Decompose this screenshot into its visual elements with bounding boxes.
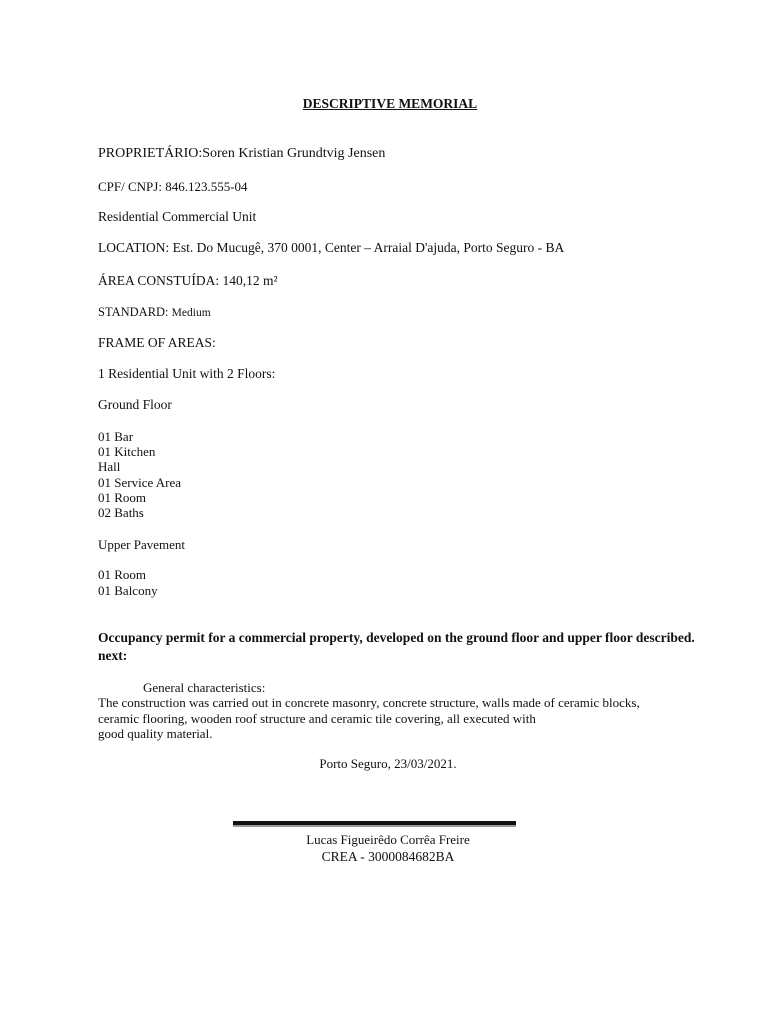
- frame-of-areas-heading: FRAME OF AREAS:: [98, 335, 216, 350]
- occupancy-line: Occupancy permit for a commercial property, developed on the ground floor and upper floor described.: [98, 630, 695, 645]
- occupancy-paragraph: [98, 629, 728, 665]
- unit-type-line: Residential Commercial Unit: [98, 209, 257, 224]
- ground-floor-heading: Ground Floor: [98, 397, 172, 412]
- residential-unit-line: 1 Residential Unit with 2 Floors:: [98, 366, 276, 381]
- ground-floor-item: 01 Service Area: [98, 475, 182, 490]
- owner-line: PROPRIETÁRIO:Soren Kristian Grundtvig Jensen: [98, 146, 386, 161]
- upper-floor-heading: Upper Pavement: [98, 537, 186, 552]
- upper-floor-item: 01 Room: [98, 567, 147, 582]
- standard-value: Medium: [171, 307, 211, 319]
- ground-floor-item: 01 Bar: [98, 429, 134, 444]
- ground-floor-item: 01 Kitchen: [98, 444, 156, 459]
- location-line: LOCATION: Est. Do Mucugê, 370 0001, Center – Arraial D'ajuda, Porto Seguro - BA: [98, 240, 565, 255]
- standard-label: STANDARD:: [98, 305, 169, 319]
- area-line: ÁREA CONSTUÍDA: 140,12 m²: [98, 273, 278, 288]
- general-characteristics-line: ceramic flooring, wooden roof structure and ceramic tile covering, all executed with: [98, 711, 536, 726]
- ground-floor-item: Hall: [98, 459, 121, 474]
- general-characteristics-line: good quality material.: [98, 726, 213, 741]
- place-date: Porto Seguro, 23/03/2021.: [319, 756, 457, 771]
- signatory-crea: CREA - 3000084682BA: [321, 849, 455, 864]
- ground-floor-item: 01 Room: [98, 490, 147, 505]
- cpf-line: CPF/ CNPJ: 846.123.555-04: [98, 179, 248, 194]
- upper-floor-item: 01 Balcony: [98, 583, 158, 598]
- document-title: DESCRIPTIVE MEMORIAL: [302, 96, 478, 111]
- occupancy-line: next:: [98, 648, 128, 663]
- standard-line: [98, 304, 211, 321]
- general-characteristics-line: The construction was carried out in concrete masonry, concrete structure, walls made of ceramic blocks,: [98, 695, 640, 710]
- general-characteristics-heading: General characteristics:: [143, 680, 266, 695]
- signatory-name: Lucas Figueirêdo Corrêa Freire: [306, 832, 470, 847]
- ground-floor-item: 02 Baths: [98, 505, 144, 520]
- signature-line: [233, 821, 516, 825]
